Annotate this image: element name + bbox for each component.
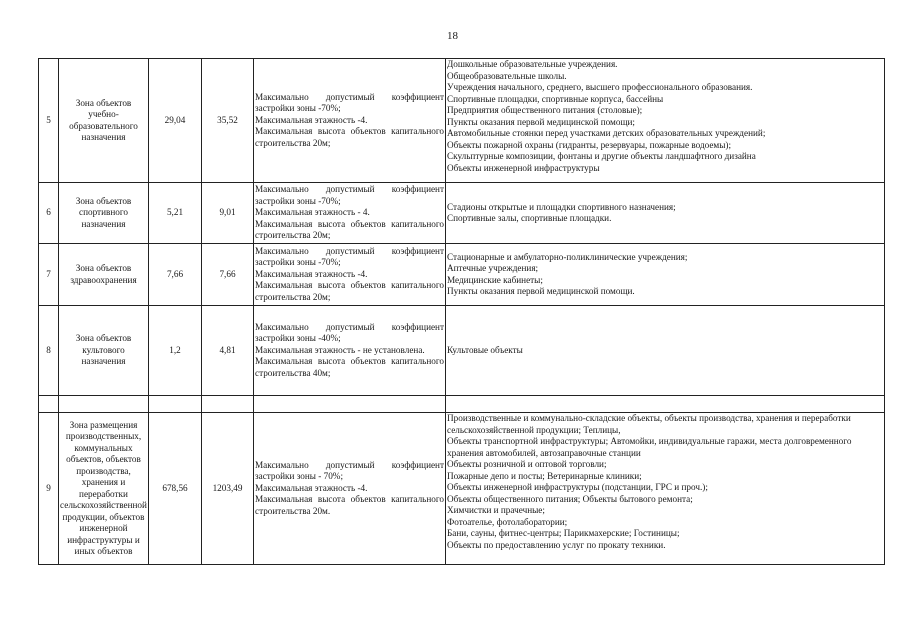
parameter-line: Максимальная этажность -4. — [255, 114, 368, 125]
permitted-uses — [446, 306, 885, 396]
use-line: Производственные и коммунально-складские объекты, объекты производства, хранения и переработки сельскохозяйственной продукции; Теплицы, — [447, 413, 851, 435]
parameter-line: Максимально допустимый коэффициент застройки зоны -70%; — [255, 245, 444, 268]
page-number: 18 — [447, 30, 458, 42]
use-line: Объекты розничной и оптовой торговли; — [447, 459, 607, 469]
use-line: Медицинские кабинеты; — [447, 274, 543, 285]
zone-parameters — [254, 59, 446, 183]
use-line: Объекты инженерной инфраструктуры (подстанции, ГРС и проч.); — [447, 482, 708, 492]
use-line: Стационарные и амбулаторно-поликлинические учреждения; — [447, 251, 688, 262]
parameter-line: Максимально допустимый коэффициент застройки зоны -70%; — [255, 184, 444, 206]
zone-name: Зона объектов культового назначения — [59, 306, 149, 396]
use-line: Скульптурные композиции, фонтаны и другие объекты ландшафтного дизайна — [447, 151, 756, 161]
empty-cell — [254, 396, 446, 413]
area-value-1: 678,56 — [149, 413, 202, 565]
use-line: Объекты общественного питания; Объекты бытового ремонта; — [447, 493, 693, 504]
area-value-2: 35,52 — [202, 59, 254, 183]
table-row — [39, 59, 885, 183]
row-number: 9 — [39, 413, 59, 565]
area-value-2: 1203,49 — [202, 413, 254, 565]
area-value-1: 5,21 — [149, 183, 202, 244]
use-line: Дошкольные образовательные учреждения. — [447, 59, 618, 69]
empty-row — [39, 396, 885, 413]
area-value-1: 7,66 — [149, 244, 202, 306]
row-number: 8 — [39, 306, 59, 396]
use-line: Спортивные площадки, спортивные корпуса, бассейны — [447, 93, 664, 104]
parameter-line: Максимальная этажность - не установлена. — [255, 344, 425, 355]
zone-parameters — [254, 183, 446, 244]
zone-parameters — [254, 413, 446, 565]
use-line: Объекты транспортной инфраструктуры; Автомойки, индивидуальные гаражи, места долговременного хранения автомобилей, автозаправочные станции — [447, 436, 852, 458]
permitted-uses — [446, 59, 885, 183]
use-line: Объекты пожарной охраны (гидранты, резервуары, пожарные водоемы); — [447, 139, 732, 150]
use-line: Стадионы открытые и площадки спортивного назначения; — [447, 201, 676, 212]
parameter-line: Максимально допустимый коэффициент застройки зоны - 70%; — [255, 459, 444, 482]
area-value-2: 9,01 — [202, 183, 254, 244]
zone-parameters — [254, 244, 446, 306]
parameter-line: Максимальная этажность -4. — [255, 268, 368, 279]
use-line: Пожарные депо и посты; Ветеринарные клиники; — [447, 470, 642, 481]
area-value-2: 4,81 — [202, 306, 254, 396]
parameter-line: Максимальная этажность -4. — [255, 482, 368, 493]
permitted-uses — [446, 413, 885, 565]
use-line: Учреждения начального, среднего, высшего профессионального образования. — [447, 82, 753, 92]
parameter-line: Максимальная этажность - 4. — [255, 207, 370, 218]
parameter-line: Максимальная высота объектов капитального строительства 20м; — [255, 218, 444, 241]
parameter-line: Максимально допустимый коэффициент застройки зоны -70%; — [255, 91, 444, 114]
area-value-1: 1,2 — [149, 306, 202, 396]
row-number: 6 — [39, 183, 59, 244]
parameter-line: Максимальная высота объектов капитального строительства 20м. — [255, 494, 444, 516]
use-line: Фотоателье, фотолаборатории; — [447, 516, 568, 527]
zone-name: Зона объектов здравоохранения — [59, 244, 149, 306]
parameter-line: Максимальная высота объектов капитального строительства 20м; — [255, 126, 444, 148]
empty-cell — [446, 396, 885, 413]
use-line: Аптечные учреждения; — [447, 263, 539, 273]
row-number: 7 — [39, 244, 59, 306]
zone-name: Зона размещения производственных, коммунальных объектов, объектов производства, хранения и переработки сельскохозяйственной продукции, объектов инженерной инфраструктуры и иных объектов — [59, 413, 149, 565]
empty-cell — [149, 396, 202, 413]
parameter-line: Максимальная высота объектов капитального строительства 40м; — [255, 356, 444, 378]
area-value-1: 29,04 — [149, 59, 202, 183]
use-line: Общеобразовательные школы. — [447, 70, 567, 81]
use-line: Пункты оказания первой медицинской помощи. — [447, 286, 635, 296]
empty-cell — [59, 396, 149, 413]
use-line: Химчистки и прачечные; — [447, 505, 545, 515]
table-row — [39, 183, 885, 244]
use-line: Объекты инженерной инфраструктуры — [447, 162, 600, 173]
permitted-uses — [446, 183, 885, 244]
zones-table — [38, 58, 885, 565]
zone-parameters — [254, 306, 446, 396]
table-row — [39, 244, 885, 306]
use-line: Предприятия общественного питания (столовые); — [447, 105, 643, 115]
zone-name: Зона объектов учебно-образовательного назначения — [59, 59, 149, 183]
empty-cell — [202, 396, 254, 413]
use-line: Пункты оказания первой медицинской помощи; — [447, 116, 635, 127]
area-value-2: 7,66 — [202, 244, 254, 306]
table-row — [39, 413, 885, 565]
zone-name: Зона объектов спортивного назначения — [59, 183, 149, 244]
use-line: Спортивные залы, спортивные площадки. — [447, 213, 612, 223]
parameter-line: Максимально допустимый коэффициент застройки зоны -40%; — [255, 321, 444, 344]
use-line: Бани, сауны, фитнес-центры; Парикмахерские; Гостиницы; — [447, 528, 680, 538]
use-line: Культовые объекты — [447, 344, 523, 355]
empty-cell — [39, 396, 59, 413]
parameter-line: Максимальная высота объектов капитального строительства 20м; — [255, 280, 444, 302]
row-number: 5 — [39, 59, 59, 183]
use-line: Автомобильные стоянки перед участками детских образовательных учреждений; — [447, 128, 766, 138]
permitted-uses — [446, 244, 885, 306]
table-row — [39, 306, 885, 396]
use-line: Объекты по предоставлению услуг по прокату техники. — [447, 539, 666, 550]
